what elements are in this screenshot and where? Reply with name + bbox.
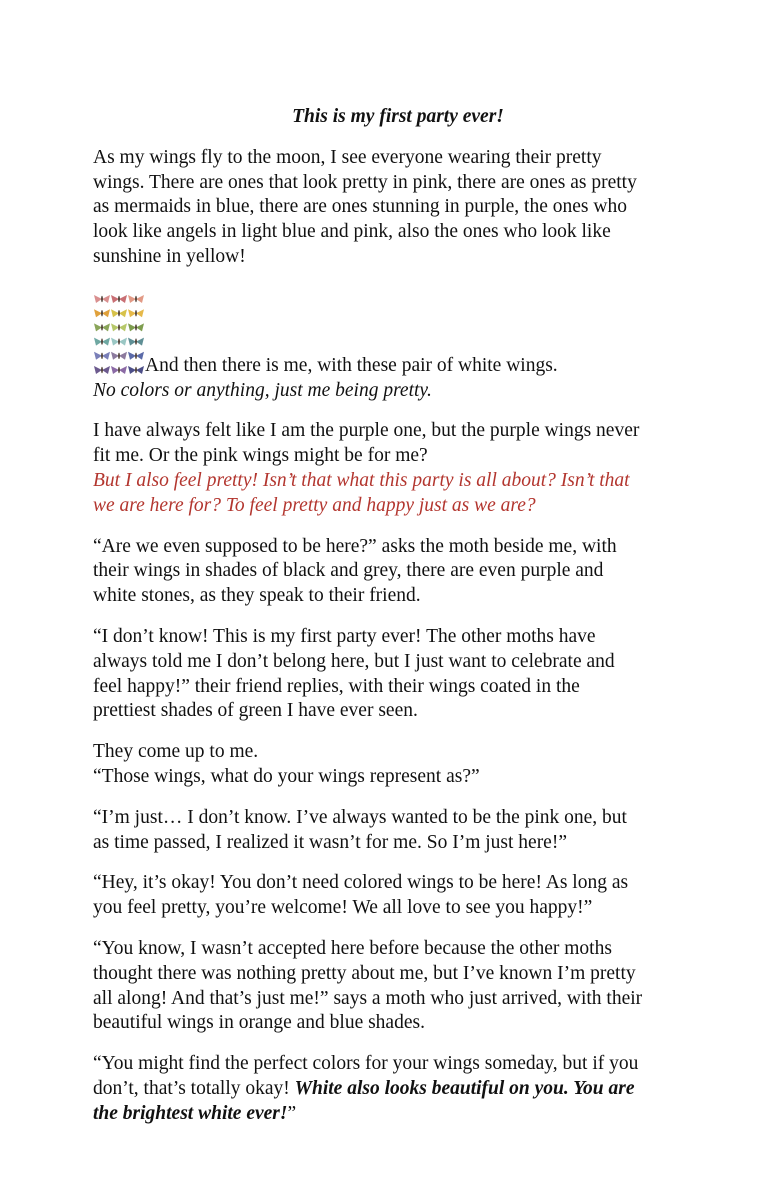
text-line: thought there was nothing pretty about me, but I’ve known I’m pretty	[93, 962, 636, 984]
text-bold-italic: White also looks beautiful on you. You are	[294, 1077, 635, 1099]
text-line: fit me. Or the pink wings might be for me?	[93, 445, 428, 467]
moth-collection-icon	[93, 292, 145, 378]
paragraph-wings-party	[93, 146, 703, 270]
moth-icon	[94, 295, 110, 303]
story-page	[93, 105, 703, 1143]
moth-icon	[111, 352, 127, 360]
moth-illustration-block	[93, 292, 703, 404]
text-line: as mermaids in blue, there are ones stunning in purple, the ones who	[93, 196, 627, 218]
moth-icon	[111, 323, 127, 331]
moth-icon	[94, 309, 110, 317]
text-line: all along! And that’s just me!” says a moth who just arrived, with their	[93, 987, 643, 1009]
text-line: their wings in shades of black and grey, there are even purple and	[93, 560, 604, 582]
text-line: white stones, as they speak to their friend.	[93, 585, 421, 607]
text-bold-italic: the brightest white ever!	[93, 1102, 288, 1124]
text-line: beautiful wings in orange and blue shades.	[93, 1012, 425, 1034]
text-line: “You know, I wasn’t accepted here before because the other moths	[93, 937, 612, 959]
text-line-italic: No colors or anything, just me being pretty.	[93, 379, 432, 401]
moth-icon	[128, 323, 144, 331]
text-line-red: But I also feel pretty! Isn’t that what this party is all about? Isn’t that	[93, 469, 630, 491]
text-line-mixed	[93, 1077, 703, 1102]
text-line: always told me I don’t belong here, but I just want to celebrate and	[93, 650, 615, 672]
paragraph-moth-beside	[93, 535, 703, 609]
paragraph-come-up	[93, 740, 703, 790]
story-title: This is my first party ever!	[292, 106, 504, 127]
moth-icon	[94, 337, 110, 345]
moth-icon	[111, 309, 127, 317]
text-plain: don’t, that’s totally okay!	[93, 1077, 295, 1099]
text-line-red: we are here for? To feel pretty and happy just as we are?	[93, 494, 536, 516]
text-line: As my wings fly to the moon, I see everyone wearing their pretty	[93, 146, 602, 168]
paragraph-new-moth	[93, 937, 703, 1036]
text-line: “You might find the perfect colors for your wings someday, but if you	[93, 1053, 639, 1075]
text-line: “Are we even supposed to be here?” asks the moth beside me, with	[93, 535, 617, 557]
paragraph-welcome	[93, 871, 703, 921]
text-line: “I’m just… I don’t know. I’ve always wanted to be the pink one, but	[93, 806, 627, 828]
moth-icon	[111, 337, 127, 345]
moth-icon	[111, 366, 127, 374]
text-line: “Hey, it’s okay! You don’t need colored wings to be here! As long as	[93, 872, 629, 894]
text-line: sunshine in yellow!	[93, 245, 246, 267]
moth-icon	[128, 337, 144, 345]
moth-icon	[128, 295, 144, 303]
text-line: wings. There are ones that look pretty in pink, there are ones as pretty	[93, 171, 637, 193]
moth-icon	[94, 366, 110, 374]
paragraph-friend-replies	[93, 625, 703, 724]
text-line: And then there is me, with these pair of white wings.	[145, 354, 558, 376]
moth-icon	[94, 352, 110, 360]
text-line-mixed	[93, 1102, 703, 1127]
paragraph-purple-wings	[93, 419, 703, 518]
paragraph-just-here	[93, 806, 703, 856]
moth-icon	[128, 352, 144, 360]
text-line: I have always felt like I am the purple one, but the purple wings never	[93, 420, 640, 442]
text-line: prettiest shades of green I have ever seen.	[93, 700, 418, 722]
text-line: “I don’t know! This is my first party ever! The other moths have	[93, 625, 596, 647]
moth-icon	[128, 309, 144, 317]
text-line: feel happy!” their friend replies, with their wings coated in the	[93, 675, 580, 697]
text-line: They come up to me.	[93, 741, 259, 763]
moth-icon	[111, 295, 127, 303]
text-line: as time passed, I realized it wasn’t for me. So I’m just here!”	[93, 831, 567, 853]
moth-icon	[128, 366, 144, 374]
paragraph-brightest-white	[93, 1052, 703, 1126]
text-plain: ”	[287, 1102, 297, 1124]
text-line: look like angels in light blue and pink, also the ones who look like	[93, 221, 611, 243]
text-line: “Those wings, what do your wings represent as?”	[93, 765, 480, 787]
moth-icon	[94, 323, 110, 331]
paragraph-white-wings	[93, 292, 703, 404]
text-line: you feel pretty, you’re welcome! We all love to see you happy!”	[93, 897, 593, 919]
